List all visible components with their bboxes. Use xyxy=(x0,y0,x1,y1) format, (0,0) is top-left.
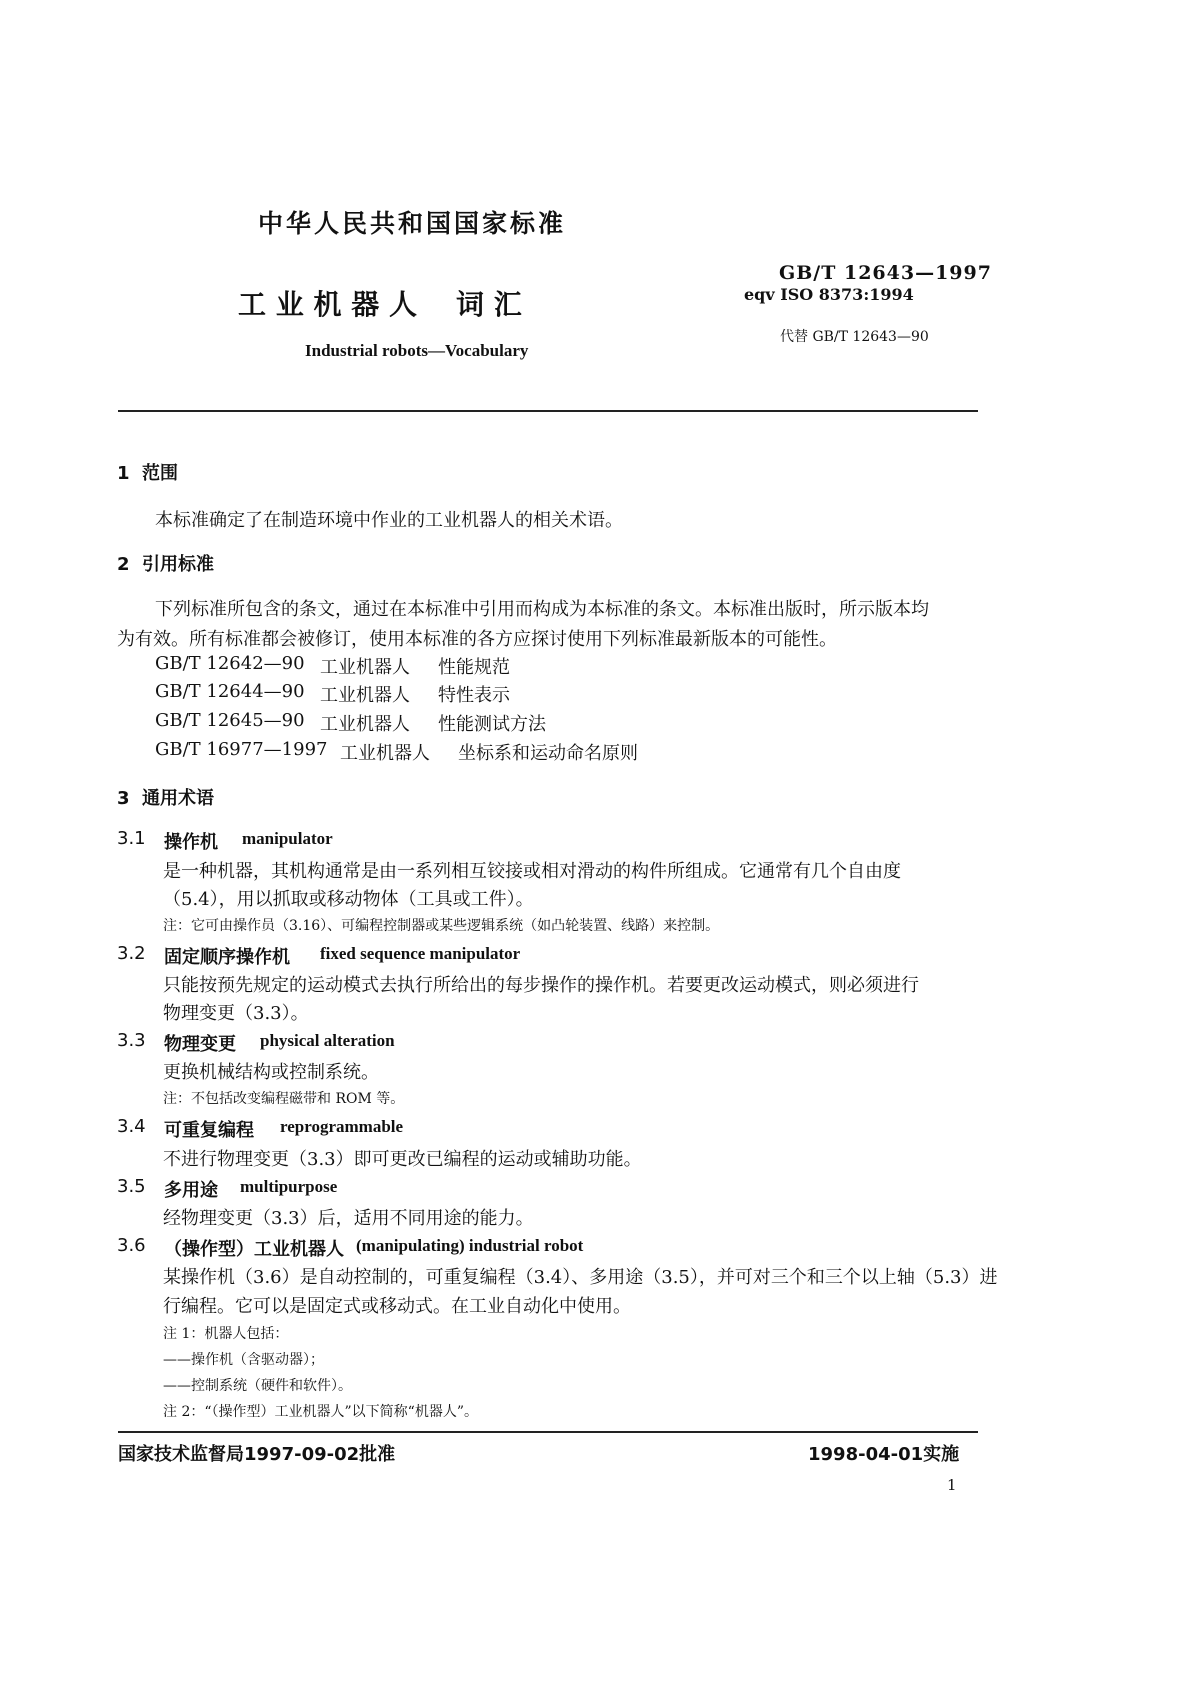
term-definition-line1: 某操作机（3.6）是自动控制的，可重复编程（3.4）、多用途（3.5），并可对三个和三个以上轴（5.3）进 xyxy=(163,1267,998,1288)
reference-row xyxy=(155,653,755,677)
section-1-text: 本标准确定了在制造环境中作业的工业机器人的相关术语。 xyxy=(155,510,623,531)
reference-code: GB/T 16977—1997 xyxy=(155,739,328,760)
term-number: 3.1 xyxy=(117,828,146,849)
header-divider xyxy=(118,410,978,412)
term-name-en: reprogrammable xyxy=(280,1117,404,1136)
reference-topic: 性能测试方法 xyxy=(438,714,546,735)
term-number: 3.2 xyxy=(117,943,146,964)
term-definition-line2: 行编程。它可以是固定式或移动式。在工业自动化中使用。 xyxy=(163,1296,631,1317)
term-name-en: physical alteration xyxy=(260,1031,395,1050)
section-3-heading: 3 通用术语 xyxy=(117,788,215,809)
term-note-1-item: ——控制系统（硬件和软件）。 xyxy=(163,1378,352,1394)
section-2-text-line2: 为有效。所有标准都会被修订，使用本标准的各方应探讨使用下列标准最新版本的可能性。 xyxy=(117,629,837,650)
reference-code: GB/T 12642—90 xyxy=(155,653,305,674)
term-number: 3.6 xyxy=(117,1235,146,1256)
reference-code: GB/T 12645—90 xyxy=(155,710,305,731)
document-title-en: Industrial robots—Vocabulary xyxy=(305,341,529,360)
term-name-en: (manipulating) industrial robot xyxy=(356,1236,584,1255)
approval-date: 国家技术监督局1997-09-02批准 xyxy=(118,1444,396,1465)
term-number: 3.3 xyxy=(117,1030,146,1051)
term-definition-line2: 物理变更（3.3）。 xyxy=(163,1003,309,1024)
reference-row xyxy=(155,739,755,763)
term-name-cn: 操作机 xyxy=(164,832,218,853)
term-name-cn: 多用途 xyxy=(164,1180,218,1201)
standard-number: GB/T 12643—1997 xyxy=(779,262,992,284)
term-definition-line1: 不进行物理变更（3.3）即可更改已编程的运动或辅助功能。 xyxy=(163,1149,642,1170)
reference-code: GB/T 12644—90 xyxy=(155,681,305,702)
page-number: 1 xyxy=(947,1476,957,1494)
reference-name: 工业机器人 xyxy=(340,743,430,764)
reference-name: 工业机器人 xyxy=(320,657,410,678)
replaces-standard: 代替 GB/T 12643—90 xyxy=(780,329,929,345)
equivalent-standard: eqv ISO 8373:1994 xyxy=(744,285,914,304)
term-name-cn: 固定顺序操作机 xyxy=(164,947,290,968)
term-note: 注：不包括改变编程磁带和 ROM 等。 xyxy=(163,1091,405,1107)
term-number: 3.4 xyxy=(117,1116,146,1137)
term-definition-line2: （5.4），用以抓取或移动物体（工具或工件）。 xyxy=(163,889,534,910)
term-name-en: manipulator xyxy=(242,829,333,848)
term-name-cn: 物理变更 xyxy=(164,1034,236,1055)
national-standard-title: 中华人民共和国国家标准 xyxy=(258,209,567,238)
term-note-1: 注 1：机器人包括： xyxy=(163,1326,289,1342)
footer-divider xyxy=(118,1431,978,1433)
term-note: 注：它可由操作员（3.16）、可编程控制器或某些逻辑系统（如凸轮装置、线路）来控制。 xyxy=(163,918,720,934)
term-name-cn: （操作型）工业机器人 xyxy=(164,1239,344,1260)
document-title-cn: 工 业 机 器 人 词 汇 xyxy=(238,288,522,321)
reference-name: 工业机器人 xyxy=(320,714,410,735)
term-definition-line1: 只能按预先规定的运动模式去执行所给出的每步操作的操作机。若要更改运动模式，则必须进行 xyxy=(163,975,919,996)
term-definition-line1: 经物理变更（3.3）后，适用不同用途的能力。 xyxy=(163,1208,534,1229)
section-2-text-line1: 下列标准所包含的条文，通过在本标准中引用而构成为本标准的条文。本标准出版时，所示版本均 xyxy=(155,599,929,620)
reference-topic: 坐标系和运动命名原则 xyxy=(458,743,638,764)
section-1-heading: 1 范围 xyxy=(117,463,179,484)
reference-row xyxy=(155,710,755,734)
reference-name: 工业机器人 xyxy=(320,685,410,706)
term-name-en: fixed sequence manipulator xyxy=(320,944,521,963)
reference-topic: 特性表示 xyxy=(438,685,510,706)
effective-date: 1998-04-01实施 xyxy=(808,1444,960,1465)
reference-row xyxy=(155,681,755,705)
term-note-1-item: ——操作机（含驱动器）； xyxy=(163,1352,324,1368)
term-definition-line1: 更换机械结构或控制系统。 xyxy=(163,1062,379,1083)
reference-topic: 性能规范 xyxy=(438,657,510,678)
section-2-heading: 2 引用标准 xyxy=(117,554,215,575)
term-name-en: multipurpose xyxy=(240,1177,338,1196)
term-name-cn: 可重复编程 xyxy=(164,1120,254,1141)
term-note-2: 注 2：“（操作型）工业机器人”以下简称“机器人”。 xyxy=(163,1404,478,1420)
term-definition-line1: 是一种机器，其机构通常是由一系列相互铰接或相对滑动的构件所组成。它通常有几个自由度 xyxy=(163,861,901,882)
term-number: 3.5 xyxy=(117,1176,146,1197)
